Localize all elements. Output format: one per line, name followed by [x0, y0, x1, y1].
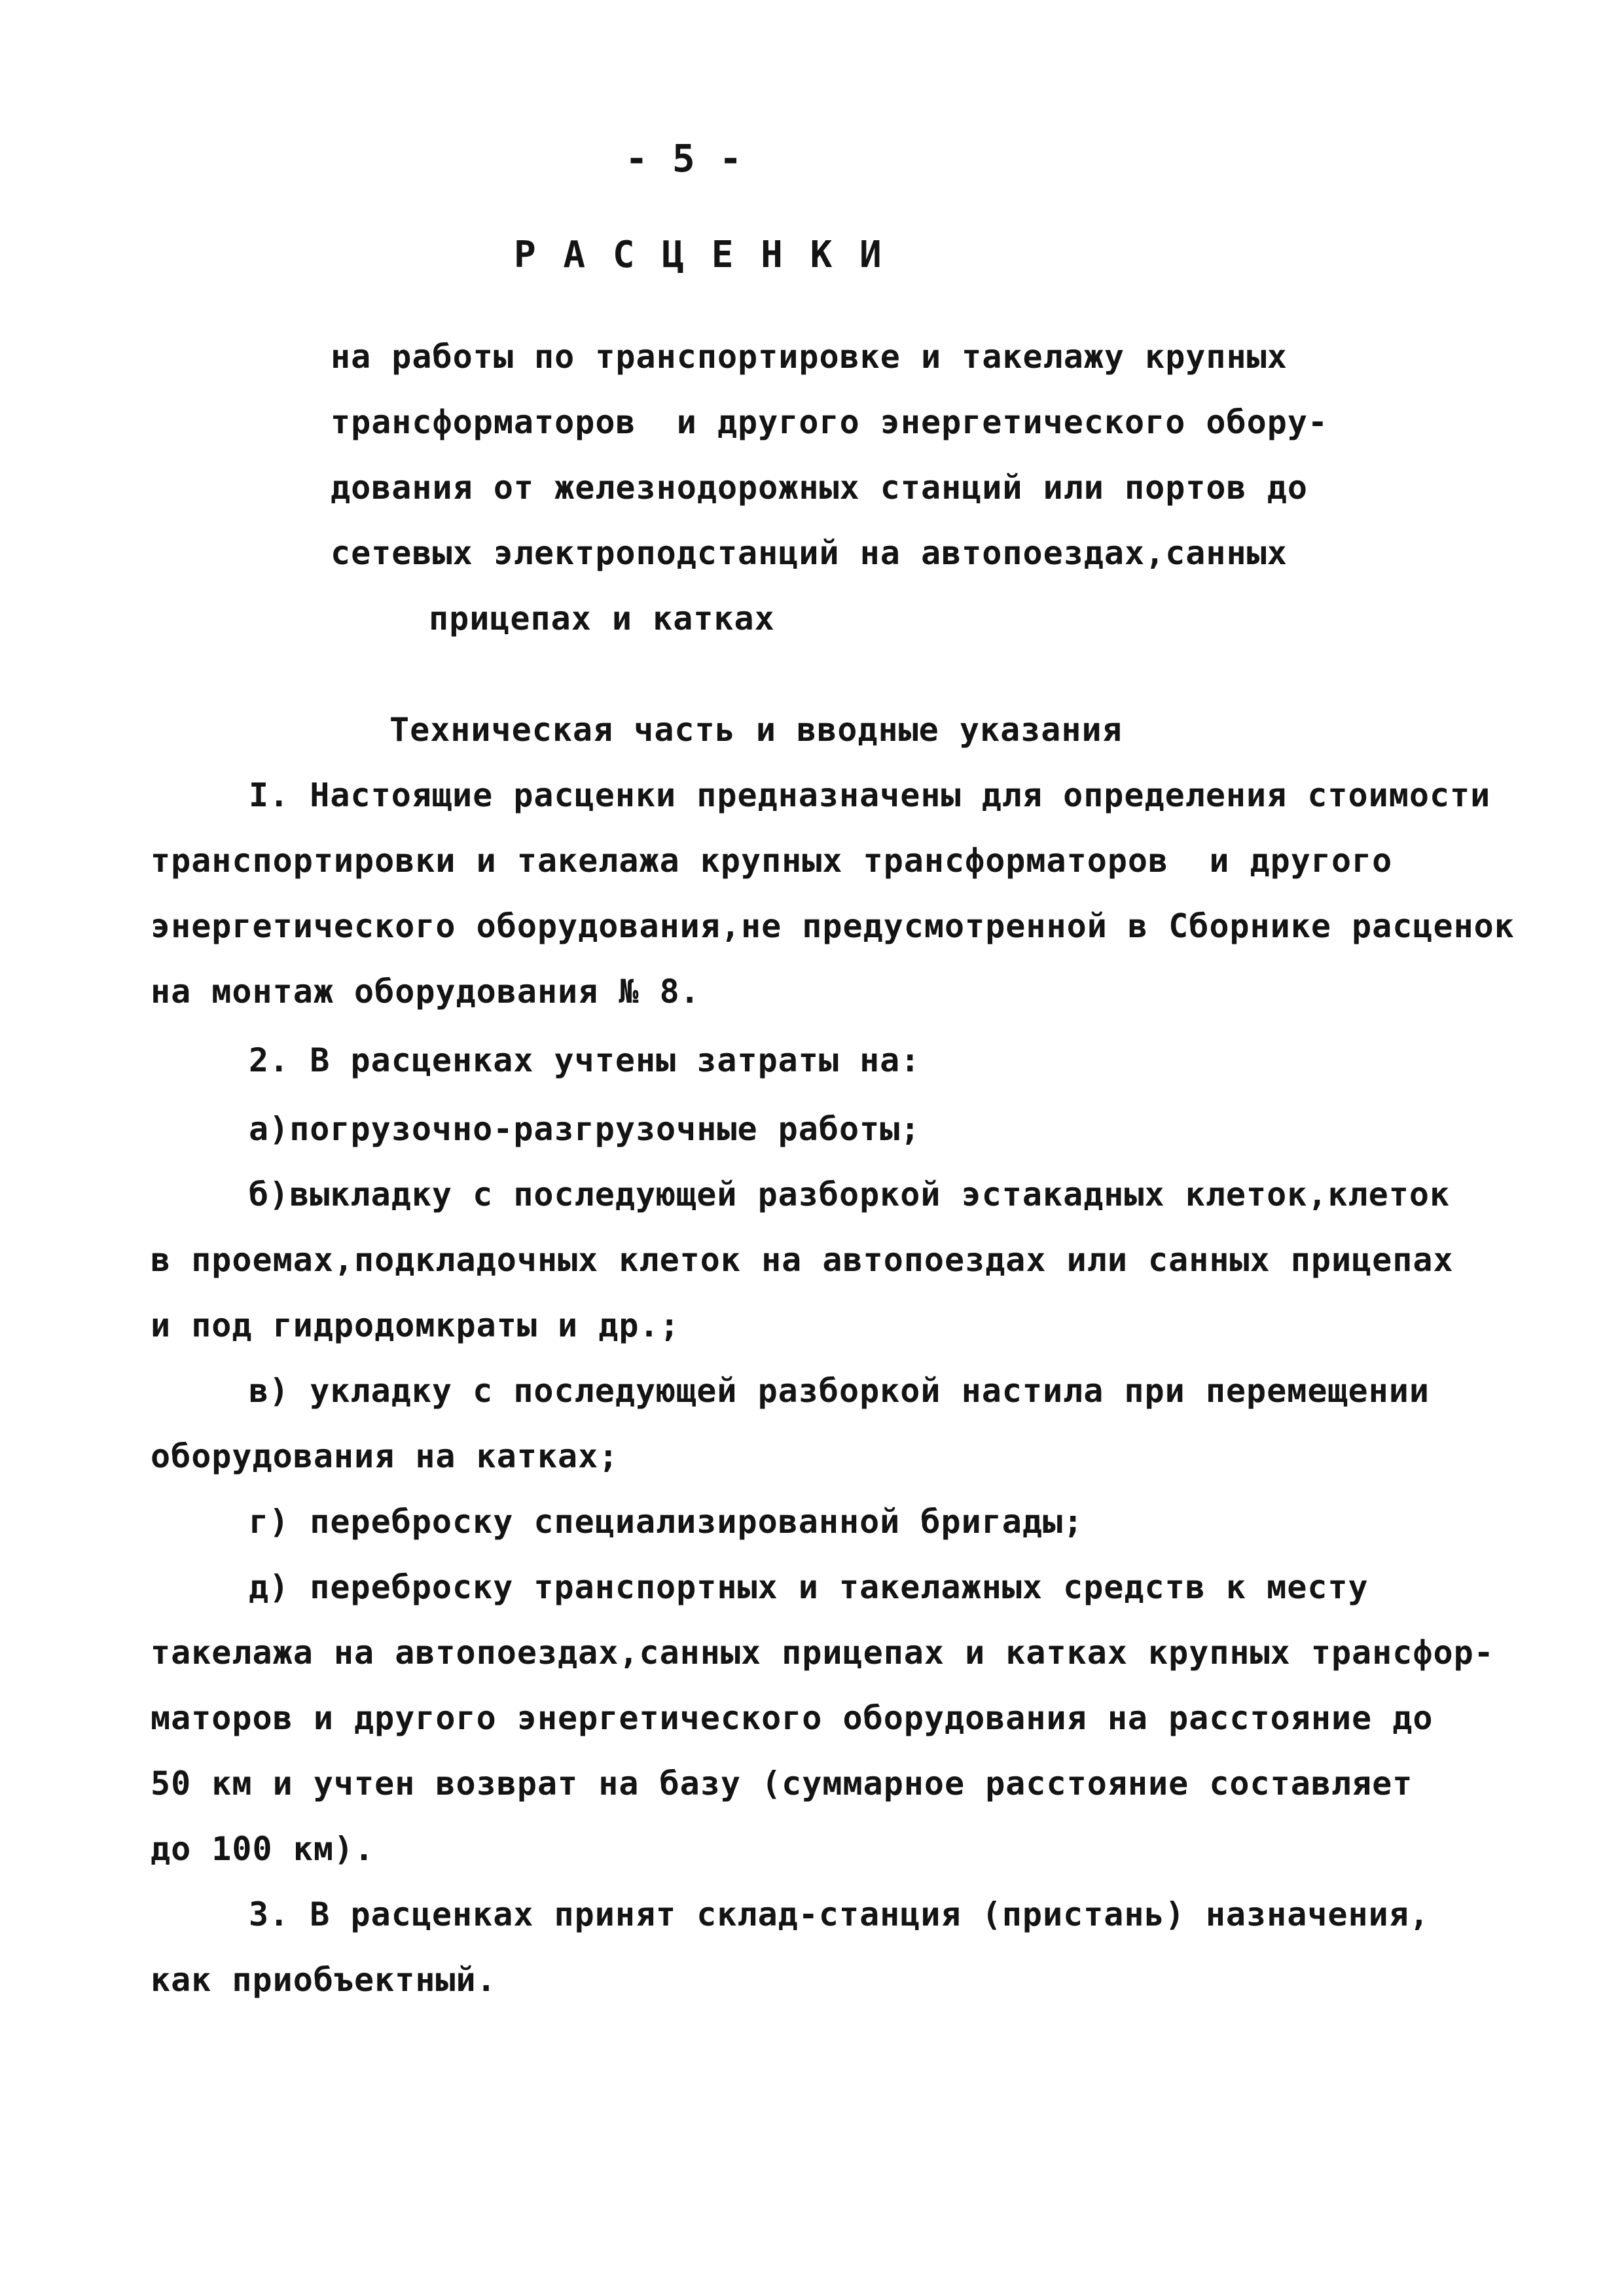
- body-line-5: 2. В расценках учтены затраты на:: [249, 1041, 921, 1079]
- body-line-13: д) переброску транспортных и такелажных средств к месту: [249, 1568, 1369, 1606]
- body-line-19: как приобъектный.: [151, 1961, 497, 1999]
- body-line-8: в проемах,подкладочных клеток на автопоездах или санных прицепах: [151, 1241, 1454, 1279]
- document-title: Р А С Ц Е Н К И: [514, 234, 884, 276]
- body-line-3: энергетического оборудования,не предусмотренной в Сборнике расценок: [151, 907, 1515, 945]
- page-number: - 5 -: [625, 136, 743, 181]
- body-line-4: на монтаж оборудования № 8.: [151, 973, 700, 1011]
- subtitle-line-1: на работы по транспортировке и такелажу крупных: [331, 338, 1288, 376]
- body-line-9: и под гидродомкраты и др.;: [151, 1306, 680, 1344]
- body-line-11: оборудования на катках;: [151, 1437, 619, 1475]
- body-line-6: а)погрузочно-разгрузочные работы;: [249, 1110, 921, 1148]
- body-line-2: транспортировки и такелажа крупных трансформаторов и другого: [151, 842, 1393, 880]
- body-line-1: I. Настоящие расценки предназначены для определения стоимости: [249, 776, 1491, 814]
- body-line-14: такелажа на автопоездах,санных прицепах и катках крупных трансфор-: [151, 1634, 1494, 1672]
- subtitle-line-5: прицепах и катках: [429, 600, 775, 637]
- body-line-15: маторов и другого энергетического оборудования на расстояние до: [151, 1699, 1434, 1737]
- body-line-7: б)выкладку с последующей разборкой эстакадных клеток,клеток: [249, 1175, 1451, 1213]
- body-line-18: 3. В расценках принят склад-станция (пристань) назначения,: [249, 1895, 1430, 1933]
- subtitle-line-4: сетевых электроподстанций на автопоездах,санных: [331, 534, 1288, 572]
- body-line-16: 50 км и учтен возврат на базу (суммарное расстояние составляет: [151, 1765, 1413, 1803]
- subtitle-line-2: трансформаторов и другого энергетического обору-: [331, 403, 1329, 441]
- section-heading: Техническая часть и вводные указания: [389, 711, 1123, 749]
- body-line-17: до 100 км).: [151, 1830, 375, 1868]
- body-line-12: г) переброску специализированной бригады;: [249, 1503, 1084, 1541]
- body-line-10: в) укладку с последующей разборкой настила при перемещении: [249, 1372, 1430, 1410]
- subtitle-line-3: дования от железнодорожных станций или портов до: [331, 469, 1308, 507]
